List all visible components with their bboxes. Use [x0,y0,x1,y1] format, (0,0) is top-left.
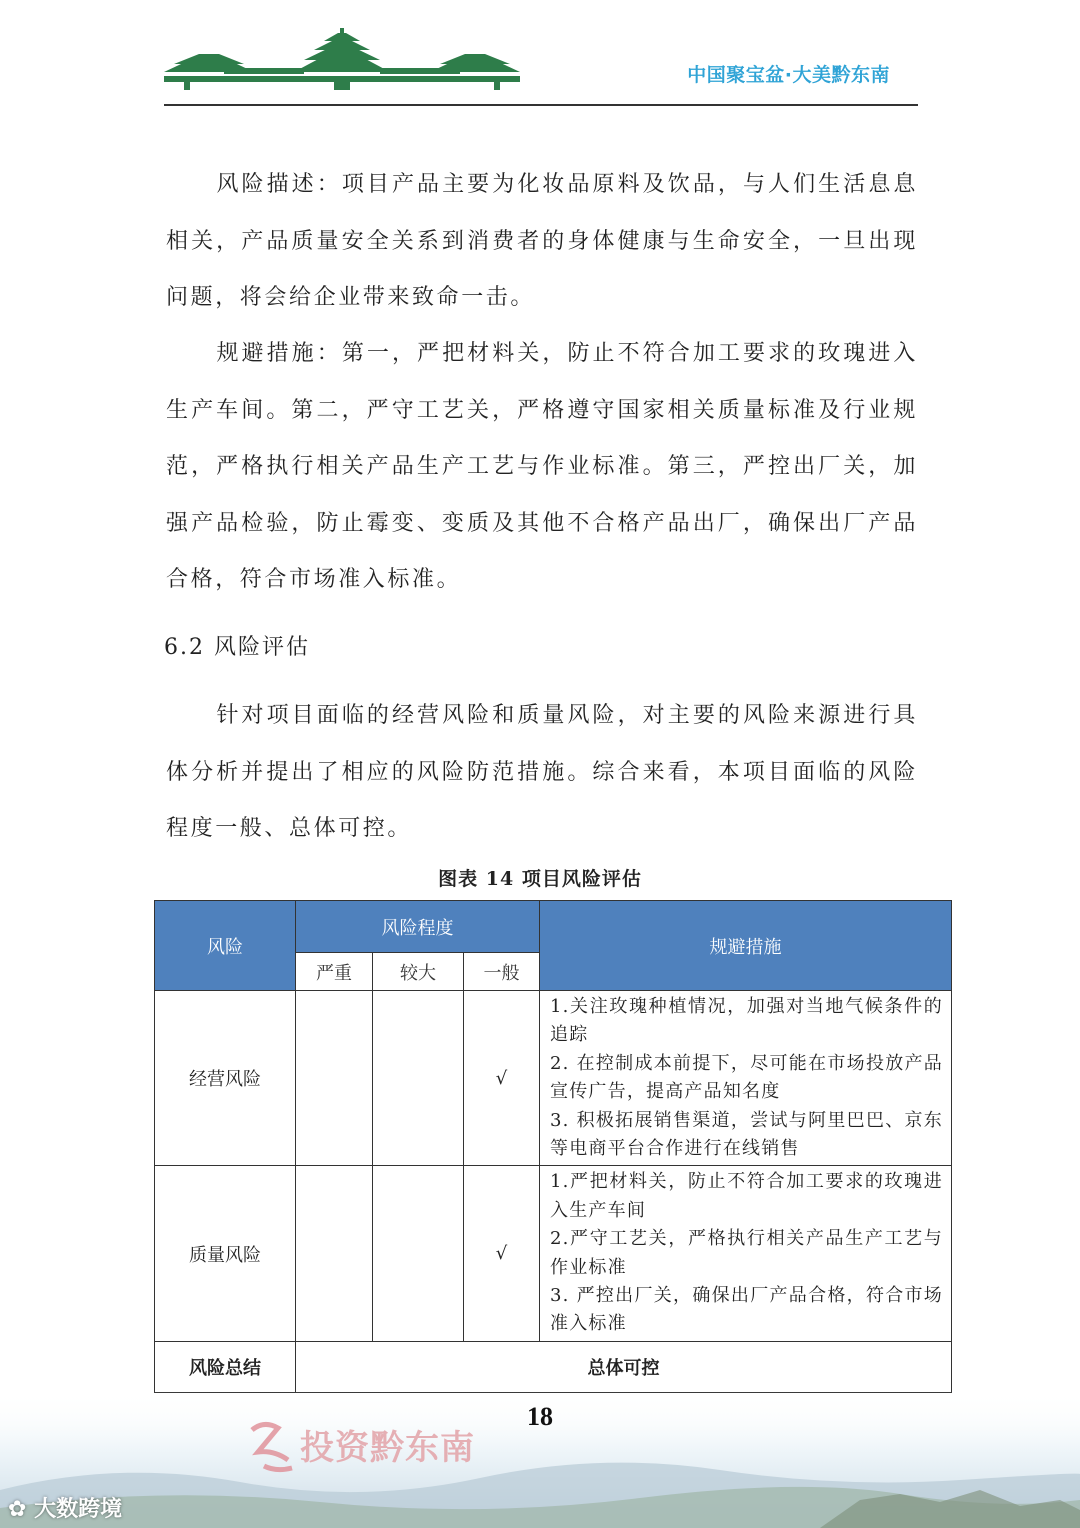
page-number: 18 [527,1402,553,1431]
header-level-general: 一般 [464,953,540,991]
assessment-paragraph: 针对项目面临的经营风险和质量风险，对主要的风险来源进行具体分析并提出了相应的风险防范措施。综合来看，本项目面临的风险程度一般、总体可控。 [166,703,918,841]
row-risk-name: 质量风险 [155,1166,296,1341]
header-degree: 风险程度 [296,901,540,953]
figure-caption: 图表 14 项目风险评估 [438,868,642,890]
row-large-cell [373,991,464,1166]
header-divider [164,104,918,106]
row-severe-cell [296,1166,373,1341]
row-general-check: √ [464,1166,540,1341]
row-measures [540,991,952,1166]
table-row [155,991,952,1166]
summary-label: 风险总结 [155,1341,296,1392]
header-level-severe: 严重 [296,953,373,991]
section-heading: 6.2 风险评估 [164,635,310,660]
measure-item: 2.严守工艺关，严格执行相关产品生产工艺与作业标准 [550,1228,944,1278]
row-measures [540,1166,952,1341]
measure-item: 2. 在控制成本前提下，尽可能在市场投放产品宣传广告，提高产品知名度 [550,1052,944,1103]
measure-item: 1.严把材料关，防止不符合加工要求的玫瑰进入生产车间 [550,1171,944,1221]
row-severe-cell [296,991,373,1166]
row-risk-name: 经营风险 [155,991,296,1166]
header-risk: 风险 [155,901,296,991]
risk-description-paragraph: 风险描述：项目产品主要为化妆品原料及饮品，与人们生活息息相关，产品质量安全关系到消费者的身体健康与生命安全，一旦出现问题，将会给企业带来致命一击。 [166,172,918,310]
measure-item: 3. 严控出厂关，确保出厂产品合格，符合市场准入标准 [550,1285,944,1335]
measure-item: 3. 积极拓展销售渠道，尝试与阿里巴巴、京东等电商平台合作进行在线销售 [550,1109,944,1160]
risk-assessment-table [154,900,952,1393]
row-large-cell [373,1166,464,1341]
table-row [155,1166,952,1341]
weibo-icon: ✿ [8,1497,35,1522]
header-slogan: 中国聚宝盆·大美黔东南 [687,64,890,86]
measure-item: 1.关注玫瑰种植情况，加强对当地气候条件的追踪 [550,996,944,1046]
drum-tower-logo [164,28,520,90]
footer-logo-text: 投资黔东南 [300,1428,475,1468]
summary-row [155,1341,952,1392]
row-general-check: √ [464,991,540,1166]
summary-value: 总体可控 [296,1341,952,1392]
avoidance-measures-paragraph: 规避措施：第一，严把材料关，防止不符合加工要求的玫瑰进入生产车间。第二，严守工艺关，严格遵守国家相关质量标准及行业规范，严格执行相关产品生产工艺与作业标准。第三，严控出厂关，加强产品检验，防止霉变、变质及其他不合格产品出厂，确保出厂产品合格，符合市场准入标准。 [166,341,918,592]
watermark: ✿ 大数跨境 [8,1497,123,1522]
header-level-large: 较大 [373,953,464,991]
header-measures: 规避措施 [540,901,952,991]
